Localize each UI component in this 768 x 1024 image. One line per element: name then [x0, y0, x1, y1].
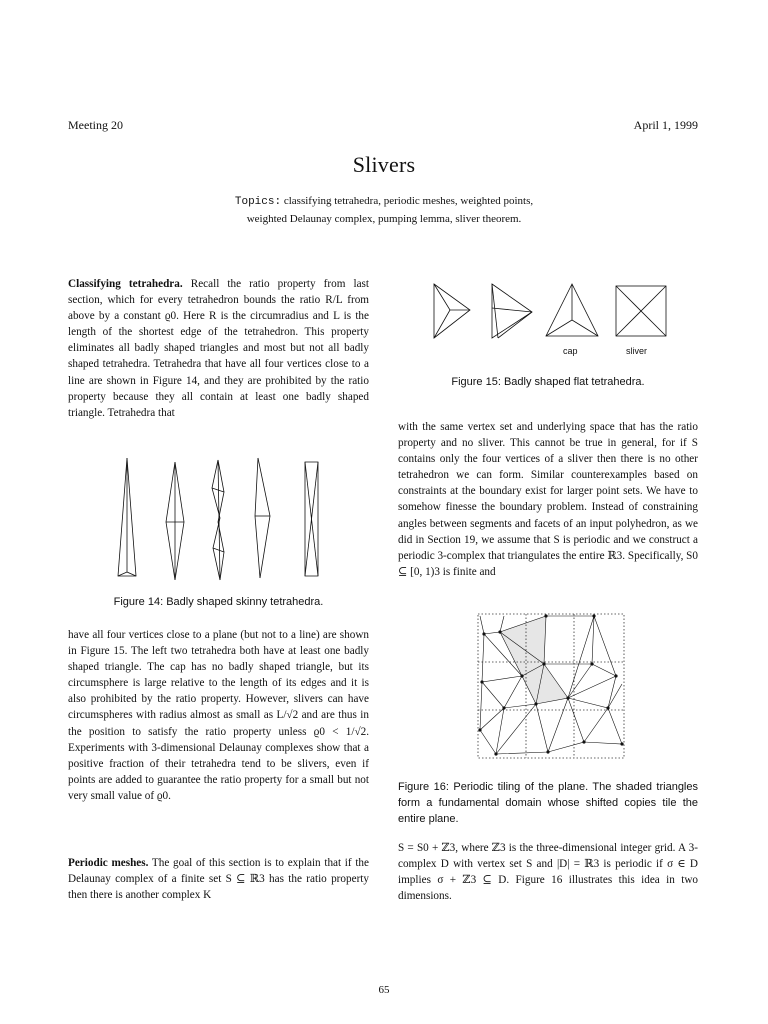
flat-tetra-1 [434, 284, 470, 338]
skinny-tetra-2 [166, 462, 184, 580]
skinny-tetra-1 [118, 458, 136, 576]
classifying-paragraph [68, 276, 369, 421]
figure-15-label-cap: cap [563, 346, 578, 356]
classifying-text: Recall the ratio property from last section, which for every tetrahedron bounds the ratio R/L from above by a constant ϱ0. Here R is the circumradius and L is the length of the shortest edge of the tetrahedron. This property eliminates all badly shaped triangles and most but not all badly shaped tetrahedra. Tetrahedra that have all four vertices close to a line are shown in Figure 14, and they are prohibited by the ratio property because they all contain at least one badly shaped triangle. Tetrahedra that [68, 278, 369, 419]
flat-tetra-2 [492, 284, 532, 338]
figure-16-drawing [476, 612, 626, 760]
topics-label: Topics: [234, 196, 282, 208]
header-meeting: Meeting 20 [68, 118, 123, 132]
topics-block [120, 193, 648, 228]
page-title: Slivers [352, 152, 416, 177]
sliver-tetra [616, 286, 666, 336]
periodic-text: The goal of this section is to explain that if the Delaunay complex of a finite set S ⊆ ℝ3 has the ratio property then there is another complex K [68, 857, 369, 902]
figure-15-drawing [428, 278, 678, 344]
figure-15-caption: Figure 15: Badly shaped flat tetrahedra. [451, 376, 645, 388]
figure-15-label-sliver: sliver [626, 346, 648, 356]
topics-line-1: classifying tetrahedra, periodic meshes, weighted points, [283, 195, 534, 207]
classifying-heading: Classifying tetrahedra. [68, 278, 183, 290]
page-number: 65 [378, 984, 390, 996]
header-date: April 1, 1999 [633, 118, 698, 132]
periodic-heading: Periodic meshes. [68, 857, 149, 869]
skinny-tetra-5 [305, 462, 318, 576]
shaded-fundamental-domain [500, 616, 568, 704]
figure-16-caption: Figure 16: Periodic tiling of the plane. The shaded triangles form a fundamental domain whose shifted copies tile the entire plane. [398, 781, 698, 825]
skinny-tetra-4 [255, 458, 270, 578]
continuation-paragraph: have all four vertices close to a plane (but not to a line) are shown in Figure 15. The left two tetrahedra both have at least one badly shaped triangle. The cap has no badly shaped triangle, but its circumsphere is large relative to the length of its edges and it is also prohibited by the ratio property. However, slivers can have circumspheres with radius almost as small as L/√2 and are thus in the position to satisfy the ratio property unless ϱ0 < 1/√2. Experiments with 3-dimensional Delaunay complexes show that a positive fraction of their tetrahedra tend to be slivers, even if points are added to guarantee the ratio property for a small but not very small value of ϱ0. [68, 629, 369, 802]
figure-14-caption: Figure 14: Badly shaped skinny tetrahedra. [113, 596, 324, 608]
figure-14-drawing [100, 452, 340, 584]
right-paragraph-1: with the same vertex set and underlying space that has the ratio property and no sliver. This cannot be true in general, for if S contains only the four vertices of a sliver then there is no other tetrahedron we can form. Similar counterexamples based on constraints at the boundary exist for larger point sets. We have to somehow finesse the boundary problem. Instead of constraining angles between segments and facets of an input polyhedron, as we did in Section 19, we assume that S is periodic and we construct a periodic 3-complex that triangulates the entire ℝ3. Specifically, S0 ⊆ [0, 1)3 is finite and [398, 421, 698, 578]
periodic-paragraph [68, 855, 369, 903]
topics-line-2: weighted Delaunay complex, pumping lemma, sliver theorem. [246, 213, 522, 225]
skinny-tetra-3 [212, 460, 224, 580]
cap-tetra [546, 284, 598, 336]
right-paragraph-2: S = S0 + ℤ3, where ℤ3 is the three-dimensional integer grid. A 3-complex D with vertex set S and |D| = ℝ3 is periodic if σ ∈ D implies σ + ℤ3 ⊆ D. Figure 16 illustrates this idea in two dimensions. [398, 842, 698, 903]
